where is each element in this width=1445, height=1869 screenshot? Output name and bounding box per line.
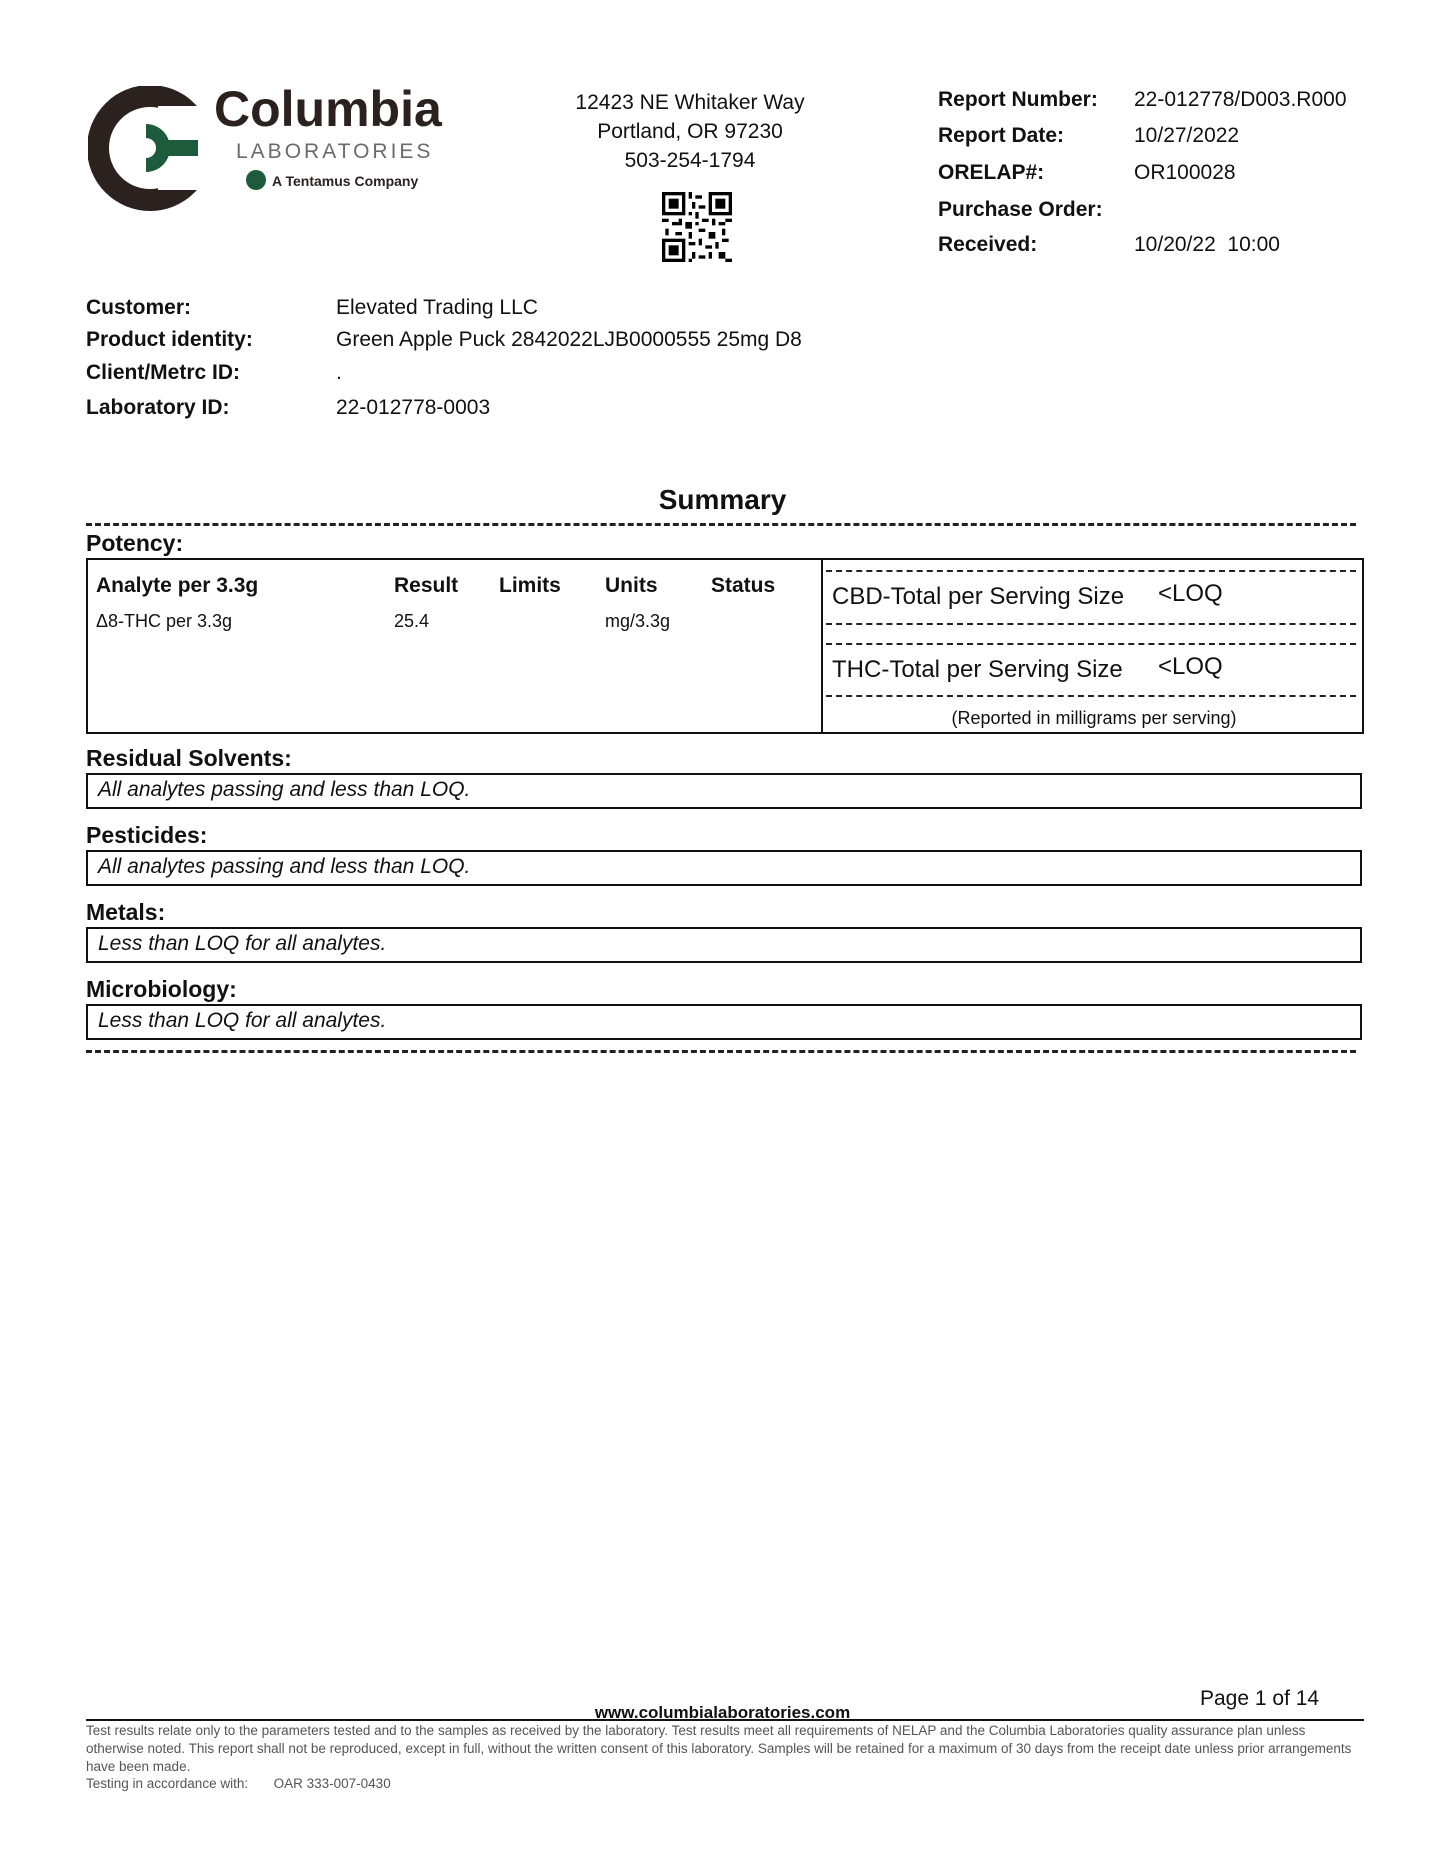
pesticides-heading: Pesticides: — [86, 822, 208, 848]
micro-text: Less than LOQ for all analytes. — [98, 1009, 387, 1032]
row-analyte: Δ8-THC per 3.3g — [96, 611, 233, 631]
client-value: . — [336, 361, 342, 384]
serving-note: (Reported in milligrams per serving) — [951, 708, 1237, 728]
company-logo — [88, 86, 468, 216]
report-number-label: Report Number: — [938, 88, 1098, 111]
col-result: Result — [394, 574, 459, 597]
metals-box — [86, 927, 1362, 963]
company-name: Columbia — [214, 86, 442, 137]
testing-label: Testing in accordance with: — [86, 1776, 249, 1791]
qr-code-icon[interactable] — [662, 192, 732, 262]
pesticides-text: All analytes passing and less than LOQ. — [98, 855, 471, 878]
product-label: Product identity: — [86, 328, 253, 351]
micro-box — [86, 1004, 1362, 1040]
website-link[interactable]: www.columbialaboratories.com — [594, 1703, 851, 1722]
residual-heading: Residual Solvents: — [86, 745, 292, 771]
page-number: Page 1 of 14 — [1200, 1687, 1320, 1710]
cbd-serving-label: CBD-Total per Serving Size — [832, 583, 1125, 610]
customer-label: Customer: — [86, 296, 192, 319]
testing-accordance — [86, 1776, 391, 1791]
testing-value: OAR 333-007-0430 — [273, 1776, 391, 1791]
report-date: 10/27/2022 — [1134, 124, 1240, 147]
orelap-label: ORELAP#: — [938, 161, 1045, 184]
orelap-number: OR100028 — [1134, 161, 1236, 184]
company-tagline: A Tentamus Company — [272, 173, 419, 189]
lab-id-label: Laboratory ID: — [86, 396, 230, 419]
residual-text: All analytes passing and less than LOQ. — [98, 778, 471, 801]
pesticides-box — [86, 850, 1362, 886]
summary-end-divider — [86, 1050, 1356, 1053]
serving-dash-4 — [826, 695, 1356, 697]
purchase-order-label: Purchase Order: — [938, 198, 1103, 221]
thc-serving-label: THC-Total per Serving Size — [832, 656, 1123, 683]
summary-title: Summary — [658, 484, 787, 515]
report-date-label: Report Date: — [938, 124, 1065, 147]
customer-value: Elevated Trading LLC — [336, 296, 538, 319]
metals-heading: Metals: — [86, 899, 166, 925]
lab-address — [520, 88, 860, 175]
residual-box — [86, 773, 1362, 809]
col-limits: Limits — [499, 574, 561, 597]
potency-divider — [821, 558, 823, 734]
row-units: mg/3.3g — [605, 611, 671, 631]
address-city: Portland, OR 97230 — [597, 120, 783, 143]
serving-dash-1 — [826, 570, 1356, 572]
thc-serving-value: <LOQ — [1158, 653, 1223, 680]
summary-divider — [86, 523, 1356, 526]
row-result: 25.4 — [394, 611, 430, 631]
client-label: Client/Metrc ID: — [86, 361, 241, 384]
columbia-logo-icon — [88, 86, 468, 216]
address-street: 12423 NE Whitaker Way — [575, 91, 805, 114]
potency-heading: Potency: — [86, 530, 184, 556]
disclaimer: Test results relate only to the parameters tested and to the samples as received by the laboratory. Test results meet all requirements of NELAP and the Columbia Laboratories quality assurance plan unless otherwise noted. This report shall not be reproduced, except in full, without the written consent of this laboratory. Samples will be retained for a maximum of 30 days from the receipt date unless prior arrangements have been made. — [86, 1723, 1352, 1774]
company-sub: LABORATORIES — [236, 140, 434, 163]
lab-id-value: 22-012778-0003 — [336, 396, 491, 419]
serving-dash-3 — [826, 643, 1356, 645]
micro-heading: Microbiology: — [86, 976, 237, 1002]
report-number: 22-012778/D003.R000 — [1134, 88, 1347, 111]
received-label: Received: — [938, 233, 1038, 256]
serving-dash-2 — [826, 623, 1356, 625]
address-phone: 503-254-1794 — [624, 149, 756, 172]
col-analyte: Analyte per 3.3g — [96, 574, 259, 597]
col-units: Units — [605, 574, 658, 597]
metals-text: Less than LOQ for all analytes. — [98, 932, 387, 955]
cbd-serving-value: <LOQ — [1158, 580, 1223, 607]
product-value: Green Apple Puck 2842022LJB0000555 25mg D8 — [336, 328, 802, 351]
received-date: 10/20/22 10:00 — [1134, 233, 1280, 256]
footer-rule — [86, 1719, 1364, 1721]
col-status: Status — [711, 574, 776, 597]
